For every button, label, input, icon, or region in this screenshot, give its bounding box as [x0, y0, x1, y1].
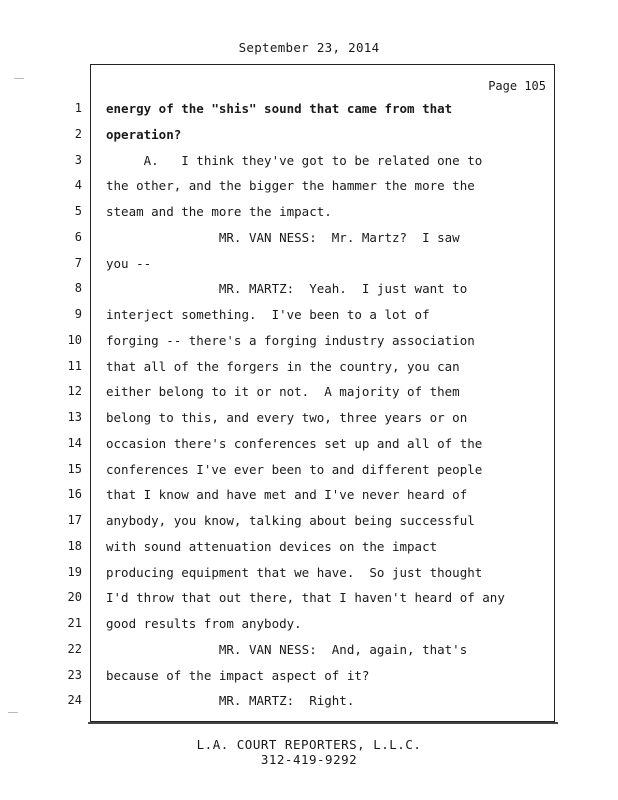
- line-number: 16: [67, 487, 82, 501]
- transcript-line-text: MR. VAN NESS: And, again, that's: [106, 642, 468, 657]
- transcript-line-text: producing equipment that we have. So just thought: [106, 565, 483, 580]
- line-number: 14: [67, 436, 82, 450]
- page-number: Page 105: [488, 79, 546, 93]
- line-number: 10: [67, 333, 82, 347]
- transcript-line-text: because of the impact aspect of it?: [106, 668, 370, 683]
- transcript-line-text: that I know and have met and I've never heard of: [106, 487, 468, 502]
- line-number: 19: [67, 565, 82, 579]
- transcript-line-text: conferences I've ever been to and different people: [106, 462, 483, 477]
- line-number: 2: [74, 127, 82, 141]
- transcript-line-text: that all of the forgers in the country, you can: [106, 359, 460, 374]
- line-number: 13: [67, 410, 82, 424]
- transcript-line-text: MR. MARTZ: Right.: [106, 693, 355, 708]
- transcript-line-text: the other, and the bigger the hammer the more the: [106, 178, 475, 193]
- transcript-line-text: forging -- there's a forging industry association: [106, 333, 475, 348]
- transcript-line-text: steam and the more the impact.: [106, 204, 332, 219]
- transcript-line-text: occasion there's conferences set up and all of the: [106, 436, 483, 451]
- transcript-line-text: belong to this, and every two, three years or on: [106, 410, 468, 425]
- scan-artifact-mark: [14, 78, 24, 79]
- court-reporter-firm: L.A. COURT REPORTERS, L.L.C.: [196, 737, 422, 752]
- line-number: 1: [74, 101, 82, 115]
- transcript-line-text: you --: [106, 256, 152, 271]
- line-number: 15: [67, 462, 82, 476]
- line-number: 23: [67, 668, 82, 682]
- line-number: 7: [74, 256, 82, 270]
- transcript-line-text: with sound attenuation devices on the impact: [106, 539, 438, 554]
- transcript-line-text: anybody, you know, talking about being successful: [106, 513, 475, 528]
- line-number: 11: [67, 359, 82, 373]
- line-number: 18: [67, 539, 82, 553]
- line-number: 9: [74, 307, 82, 321]
- line-number: 22: [67, 642, 82, 656]
- line-number: 17: [67, 513, 82, 527]
- line-number: 20: [67, 590, 82, 604]
- transcript-line-text: A. I think they've got to be related one to: [106, 153, 483, 168]
- transcript-line-text: interject something. I've been to a lot of: [106, 307, 430, 322]
- line-number: 3: [74, 153, 82, 167]
- line-number: 8: [74, 281, 82, 295]
- line-number: 12: [67, 384, 82, 398]
- line-number: 5: [74, 204, 82, 218]
- line-number: 4: [74, 178, 82, 192]
- transcript-line-text: MR. VAN NESS: Mr. Martz? I saw: [106, 230, 460, 245]
- transcript-line-text: MR. MARTZ: Yeah. I just want to: [106, 281, 468, 296]
- transcript-date: September 23, 2014: [238, 40, 380, 55]
- scan-artifact-mark: [8, 712, 18, 713]
- line-number: 24: [67, 693, 82, 707]
- line-number: 6: [74, 230, 82, 244]
- transcript-line-text: energy of the "shis" sound that came from that: [106, 101, 453, 116]
- court-reporter-phone: 312-419-9292: [260, 752, 358, 767]
- transcript-line-text: operation?: [106, 127, 182, 142]
- transcript-line-text: I'd throw that out there, that I haven't heard of any: [106, 590, 505, 605]
- transcript-line-text: either belong to it or not. A majority of them: [106, 384, 460, 399]
- frame-shadow-divider: [88, 722, 558, 724]
- line-number: 21: [67, 616, 82, 630]
- transcript-line-text: good results from anybody.: [106, 616, 302, 631]
